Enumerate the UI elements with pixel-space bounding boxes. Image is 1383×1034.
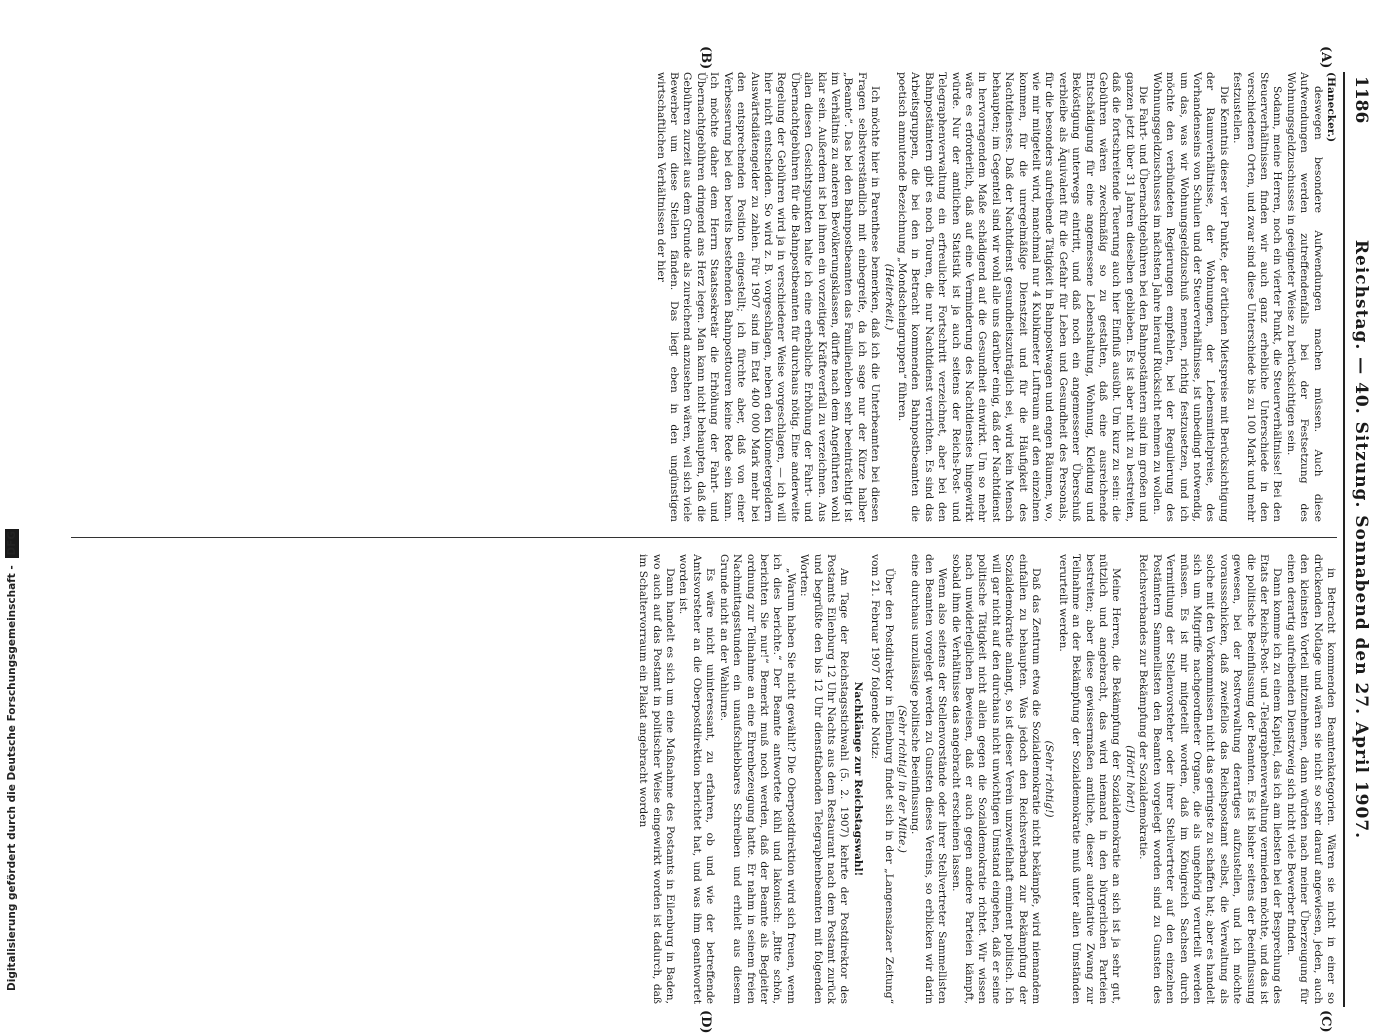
quoted-headline: Nachklänge zur Reichstagswahl! xyxy=(851,681,864,877)
paragraph: Dann komme ich zu einem Kapitel, das ich am liebsten bei der Besprechung des Etats der Reichs-Post- und -Telegraphenverwaltung vermieden möchte, und das ist die politische Beeinflussung der Beamten. Es ist bisher seitens der Beeinflussung gewesen, bei der Postverwaltung derartiges aufzustellen, und ich möchte voraussschicken, daß zweifellos das Reichspostamt selbst, die Verwaltung als solche mit den Vorkommnissen nicht das geringste zu schaffen hat; aber es handelt sich um Mitgriffe nachgeordneter Organe, die als ungehörig verurteilt werden müssen. Es ist mir mitgeteilt worden, daß im Königreich Sachsen durch Vermittlung der Stellenvorsteher oder ihrer Stellvertreter auf den einzelnen Postämtern Sammellisten den Beamten vorgelegt worden sind zu Gunsten des Reichsverbandes zur Bekämpfung der Sozialdemokratie. xyxy=(1137,554,1284,1004)
right-text-column xyxy=(71,554,1337,1004)
page-number: 1186 xyxy=(1351,76,1371,124)
margin-marker-d: (D) xyxy=(698,1010,713,1034)
paragraph: in Betracht kommenden Beamtenkategorien. Wären sie nicht in einer so drückenden Notlage und wären sie nicht so sehr darauf angewiesen, jeden, auch den kleinsten Vorteil mitzunehmen, dann würden nach meiner Überzeugung für einen derartig aufreibenden Dienstzweig sich nicht viele Bewerber finden. xyxy=(1284,554,1337,1004)
paragraph: Meine Herren, die Bekämpfung der Sozialdemokratie an sich ist ja sehr gut, nützlich und angebracht, das wird niemand in den bürgerlichen Parteien bestreiten; aber diese gewissermaßen amtliche, dieser autoritative Zwang zur Teilnahme an der Bekämpfung der Sozialdemokratie muß unter allen Umständen verurteilt werden. xyxy=(1056,554,1123,1004)
paragraph: Am Tage der Reichstagsstichwahl (5. 2. 1907) kehrte der Postdirektor des Postamts Eilenburg 12 Uhr Nachts aus dem Restaurant nach dem Postamt zurück und begrüßte den bis 12 Uhr dienstfabenden Telegraphenbeamten mit folgenden Worten: xyxy=(798,554,851,1004)
paragraph: Daß das Zentrum etwa die Sozialdemokratie nicht bekämpfe, wird niemandem einfallen zu behaupten. Was jedoch den Reichsverband zur Bekämpfung der Sozialdemokratie anlangt, so ist dieser Verein unzweifelhaft eminent politisch. Ich will gar nicht auf den durchaus nicht unwichtigen Umstand eingehen, daß er seine politische Tätigkeit nicht allein gegen die Sozialdemokratie richtet. Wir wissen nach unwiderleglichen Beweisen, daß er auch gegen andere Parteien kämpft, sobald ihm die Verhältnisse das angebracht erscheinen lassen. xyxy=(949,554,1043,1004)
interjection: (Heiterkeit.) xyxy=(882,263,895,331)
column-divider xyxy=(71,537,1337,538)
left-text-column xyxy=(71,72,1337,522)
paragraph: Die Fahrt- und Übernachtgebühren bei den Bahnpostämtern sind im großen und ganzen jetzt über 31 Jahren dieselben geblieben. Es ist aber nicht zu bestreiten, daß die fortschreitende Teuerung auch hier Einfluß ausübt. Um kurz zu sein: die Gebühren wären zweckmäßig so zu gestalten, daß eine ausreichende Entschädigung für eine angemessene Lebenshaltung, Wohnung, Kleidung und Beköstigung unterwegs eintritt, und daß noch ein angemessener Überschuß verbleibe als Äquivalent für die Gefahr für Leben und Gesundheit des Personals, für die besonders aufreibende Tätigkeit in Bahnpostwagen und engen Räumen, wo, wie mir mitgeteilt wird, manchmal nur 4 Kubikmeter Luftraum auf den einzelnen kommen, für die unregelmäßige Dienstzeit und für die Häufigkeit des Nachtdienstes. Daß der Nachtdienst gesundheitszuträglich sei, wird kein Mensch behaupten; im Gegenteil sind wir wohl alle uns darüber einig, daß der Nachtdienst in hervorragendem Maße schädigend auf die Gesundheit einwirkt. Um so mehr wäre es erforderlich, daß auf eine Verminderung des Nachtdienstes hingewirkt würde. Nur der amtlichen Statistik ist ja auch seitens der Reichs-Post- und Telegraphenverwaltung ein erfreulicher Fortschritt verzeichnet, aber bei den Bahnpostämtern gibt es noch Touren, die nur Nachtdienst verrichten. Es sind das Arbeitsgruppen, die bei den in Betracht kommenden Bahnpostbeamten die poetisch anmutende Bezeichnung „Mondscheingruppen“ führen. xyxy=(896,72,1150,522)
interjection: (Sehr richtig!) xyxy=(1043,740,1056,818)
interjection: (Hört! hört!) xyxy=(1123,745,1136,813)
paragraph: Es wäre nicht uninteressant, zu erfahren, ob und wie der betreffende Amtsvorsteher an die Oberpostdirektion berichtet hat, und was ihm geantwortet worden ist. xyxy=(677,554,717,1004)
paragraph: Sodann, meine Herren, noch ein vierter Punkt, die Steuerverhältnisse! Bei den Steuerverhältnissen finden wir auch ganz erhebliche Unterschiede in den verschiedenen Orten, und zwar sind diese Unterschiede bis zu 100 Mark und mehr festzustellen. xyxy=(1231,72,1284,522)
paragraph: Dann handelt es sich um eine Maßnahme des Postamts in Eilenburg in Baden, wo auch auf das Postamt in politischer Weise eingewirkt worden ist dadurch, daß im Schaltervorraum ein Plakat angebracht worden xyxy=(637,554,677,1004)
digitization-credit xyxy=(4,12,18,992)
paragraph: Über den Postdirektor in Eilenburg findet sich in der „Langensalzaer Zeitung“ vom 21. Februar 1907 folgende Notiz: xyxy=(869,554,895,1004)
margin-marker-c: (C) xyxy=(1318,1010,1333,1033)
paragraph: „Warum haben Sie nicht gewählt? Die Oberpostdirektion wird sich freuen, wenn ich dies berichte.“ Der Beamte antwortete kühl und lakonisch: „Bitte schön, berichten Sie nur!“ Bemerkt muß noch werden, daß der Beamte als Begleiter ordnung zur Teilnahme an eine Ehrenbezeugung hatte. Er nahm in seinem freien Nachmittagsstunden ein unaufschiebbares Schreiben und erhielt aus diesem Grunde nicht an der Wahlurne. xyxy=(717,554,797,1004)
interjection: (Sehr richtig! in der Mitte.) xyxy=(896,705,908,853)
page-title: Reichstag. — 40. Sitzung. Sonnabend den 27. April 1907. xyxy=(1351,239,1371,840)
rotated-newspaper-page xyxy=(65,46,1373,1034)
paragraph: deswegen besondere Aufwendungen machen müssen. Auch diese Aufwendungen werden zutreffendenfalls bei der Festsetzung des Wohnungsgeldzuschusses in geeigneter Weise zu berücksichtigen sein. xyxy=(1284,72,1324,522)
paragraph: Die Kenntnis dieser vier Punkte, der örtlichen Mietspreise mit Berücksichtigung der Raumverhältnisse, der Wohnungen, der Lebensmittelpreise, des Vorhandenseins von Schulen und der Steuerverhältnisse, ist unbedingt notwendig, um das, was wir Wohnungsgeldzuschuß nennen, richtig festzusetzen, und ich möchte den verbündeten Regierungen empfehlen, bei der Regulierung des Wohnungsgeldzuschusses im nächsten Jahre hierauf Rücksicht nehmen zu wollen. xyxy=(1150,72,1230,522)
margin-marker-a: (A) xyxy=(1318,46,1333,69)
credit-text: Digitalisierung gefördert durch die Deutsche Forschungsgemeinschaft - xyxy=(6,565,18,991)
speaker-name: (Hanecker.) xyxy=(1325,72,1337,143)
paragraph: Ich möchte hier in Parenthese bemerken, daß ich die Unterbeamten bei diesen Fragen selbstverständlich mit einbegreife, da ich sage nur der Kürze halber „Beamte“. Das bei den Bahnpostbeamten das Familienleben sehr beeinträchtigt ist im Verhältnis zu anderen Bevölkerungsklassen, dürfte nach dem Angeführten wohl klar sein. Außerdem ist bei ihnen ein vorzeitiger Kräfteverfall zu verzeichnen. Aus allen diesen Gesichtspunkten halte ich eine erhebliche Erhöhung der Fahrt- und Übernachtgebühren für die Bahnpostbeamten für durchaus nötig. Eine anderweite Regelung der Gebühren wird ja in verschiedener Weise vorgeschlagen, — ich will hier nicht entscheiden. So wird z. B. vorgeschlagen, neben den Kilometergeldern Auswärtsdiätengelder zu zahlen. Für 1907 sind im Etat 400 000 Mark mehr bei den entsprechenden Position eingestellt; ich fürchte aber, daß von einer Verbesserung bei den bereits bestehenden Bahnposttouren keine Rede sein kann. Ich möchte daher dem Herrn Staatssekretär die Erhöhung der Fahrt- und Übernachtgebühren dringend ans Herz legen. Man kann nicht behaupten, daß die Gebühren zurzeit aus dem Grunde als zureichend anzusehen wären, weil sich viele Bewerber um diese Stellen fänden. Das liegt eben in den ungünstigen wirtschaftlichen Verhältnissen der hier xyxy=(654,72,882,522)
margin-marker-b: (B) xyxy=(698,46,713,70)
dfg-logo: DFG xyxy=(6,531,18,556)
paragraph: Wenn also seitens der Stellenvorstände oder ihrer Stellvertreter Sammellisten den Beamten vorgelegt werden zu Gunsten dieses Vereins, so erblicken wir darin eine durchaus unzulässige politische Beeinflussung. xyxy=(909,554,949,1004)
page-header xyxy=(1343,72,1373,1007)
